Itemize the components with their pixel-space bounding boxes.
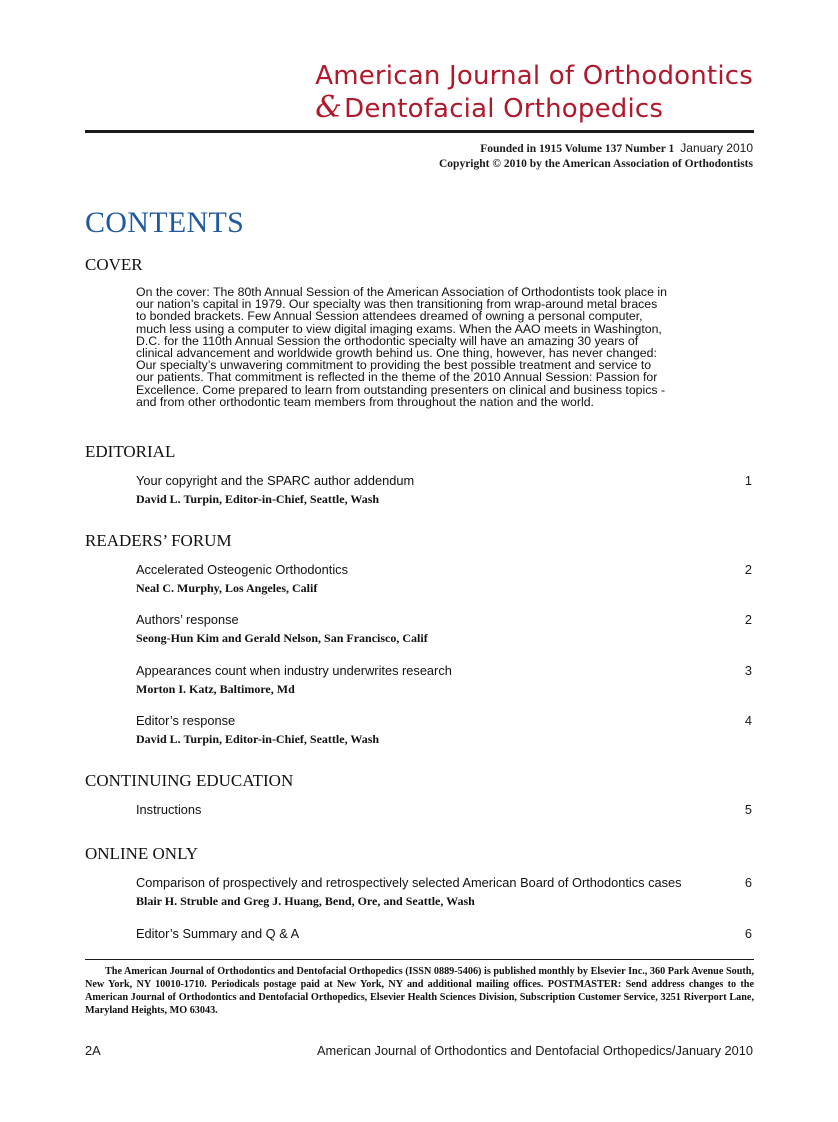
section-readers-forum: READERS’ FORUM	[85, 531, 232, 550]
cover-line: to bonded brackets. Few Annual Session attendees dreamed of owning a personal computer,	[136, 309, 643, 324]
founded-volume: Founded in 1915 Volume 137 Number 1	[480, 143, 675, 155]
journal-title	[315, 60, 753, 125]
publication-info: The American Journal of Orthodontics and Dentofacial Orthopedics (ISSN 0889-5406) is published monthly by Elsevier Inc., 360 Park Avenue South, New York, NY 10010-1710. Periodicals postage paid at New York, NY and additional mailing offices. POSTMASTER: Send address changes to the American Journal of Orthodontics and Dentofacial Orthopedics, Elsevier Health Sciences Division, Subscription Customer Service, 3251 Riverport Lane, Maryland Heights, MO 63043.	[85, 966, 754, 1016]
issue-meta	[439, 141, 753, 172]
header-rule	[85, 130, 754, 133]
section-editorial: EDITORIAL	[85, 442, 176, 461]
entry-page: 5	[744, 802, 752, 817]
entry-title[interactable]: Editor’s response	[136, 713, 236, 728]
entry-author: Seong-Hun Kim and Gerald Nelson, San Francisco, Calif	[136, 631, 428, 645]
toc-entry-readers-1[interactable]	[136, 562, 754, 596]
section-continuing-education: CONTINUING EDUCATION	[85, 771, 294, 790]
ampersand: &	[315, 90, 343, 125]
running-footer: American Journal of Orthodontics and Dentofacial Orthopedics/January 2010	[316, 1043, 753, 1058]
entry-title[interactable]: Authors’ response	[136, 612, 239, 627]
cover-line: and from other orthodontic team members from throughout the nation and the world.	[136, 394, 594, 409]
cover-line: our nation’s capital in 1979. Our specialty was then transitioning from wrap-around metal braces	[136, 297, 658, 312]
copyright-line: Copyright © 2010 by the American Association of Orthodontists	[439, 158, 753, 170]
entry-page: 4	[744, 713, 752, 728]
entry-title[interactable]: Comparison of prospectively and retrospectively selected American Board of Orthodontics cases	[136, 875, 682, 890]
cover-line: much less using a computer to view digital imaging exams. When the AAO meets in Washington,	[136, 321, 662, 336]
cover-line: D.C. for the 110th Annual Session the orthodontic specialty will have an amazing 30 years of	[136, 333, 639, 348]
contents-title: CONTENTS	[85, 206, 245, 239]
cover-line: On the cover: The 80th Annual Session of the American Association of Orthodontists took place in	[136, 285, 667, 299]
toc-entry-online-2[interactable]	[136, 926, 754, 942]
entry-page: 3	[744, 663, 752, 678]
cover-line: our patients. That commitment is reflected in the theme of the 2010 Annual Session: Passion for	[136, 370, 658, 385]
toc-entry-ce-1[interactable]	[136, 802, 754, 818]
toc-entry-editorial-1[interactable]	[136, 473, 754, 507]
cover-line: Excellence. Come prepared to learn from outstanding presenters on clinical and business topics -	[136, 382, 666, 397]
issue-date: January 2010	[680, 141, 753, 155]
entry-title[interactable]: Instructions	[136, 802, 202, 817]
entry-title[interactable]: Your copyright and the SPARC author addendum	[136, 473, 415, 488]
journal-title-line2: Dentofacial Orthopedics	[344, 94, 664, 124]
entry-author: Morton I. Katz, Baltimore, Md	[136, 682, 295, 696]
toc-entry-readers-3[interactable]	[136, 663, 754, 697]
toc-entry-online-1[interactable]	[136, 875, 754, 909]
entry-page: 2	[744, 612, 752, 627]
entry-title[interactable]: Editor’s Summary and Q & A	[136, 926, 300, 941]
footer-rule	[85, 959, 754, 960]
entry-page: 6	[744, 926, 752, 941]
entry-page: 2	[744, 562, 752, 577]
toc-entry-readers-2[interactable]	[136, 612, 754, 646]
section-cover: COVER	[85, 255, 143, 274]
page-number: 2A	[85, 1043, 101, 1058]
entry-title[interactable]: Appearances count when industry underwrites research	[136, 663, 452, 678]
issue-line	[439, 141, 753, 157]
journal-title-line2-wrap	[315, 92, 753, 125]
entry-page: 6	[744, 875, 752, 890]
cover-line: Our specialty’s unwavering commitment to providing the best possible treatment and service to	[136, 358, 652, 373]
toc-entry-readers-4[interactable]	[136, 713, 754, 747]
entry-author: David L. Turpin, Editor-in-Chief, Seattle, Wash	[136, 732, 380, 746]
section-online-only: ONLINE ONLY	[85, 844, 199, 863]
entry-page: 1	[744, 473, 752, 488]
entry-author: Blair H. Struble and Greg J. Huang, Bend, Ore, and Seattle, Wash	[136, 894, 475, 908]
journal-title-line1: American Journal of Orthodontics	[315, 61, 753, 91]
entry-author: Neal C. Murphy, Los Angeles, Calif	[136, 581, 318, 595]
entry-author: David L. Turpin, Editor-in-Chief, Seattle, Wash	[136, 492, 380, 506]
cover-line: clinical advancement and worldwide growth behind us. One thing, however, has never changed:	[136, 346, 657, 361]
cover-description	[136, 286, 686, 408]
entry-title[interactable]: Accelerated Osteogenic Orthodontics	[136, 562, 348, 577]
